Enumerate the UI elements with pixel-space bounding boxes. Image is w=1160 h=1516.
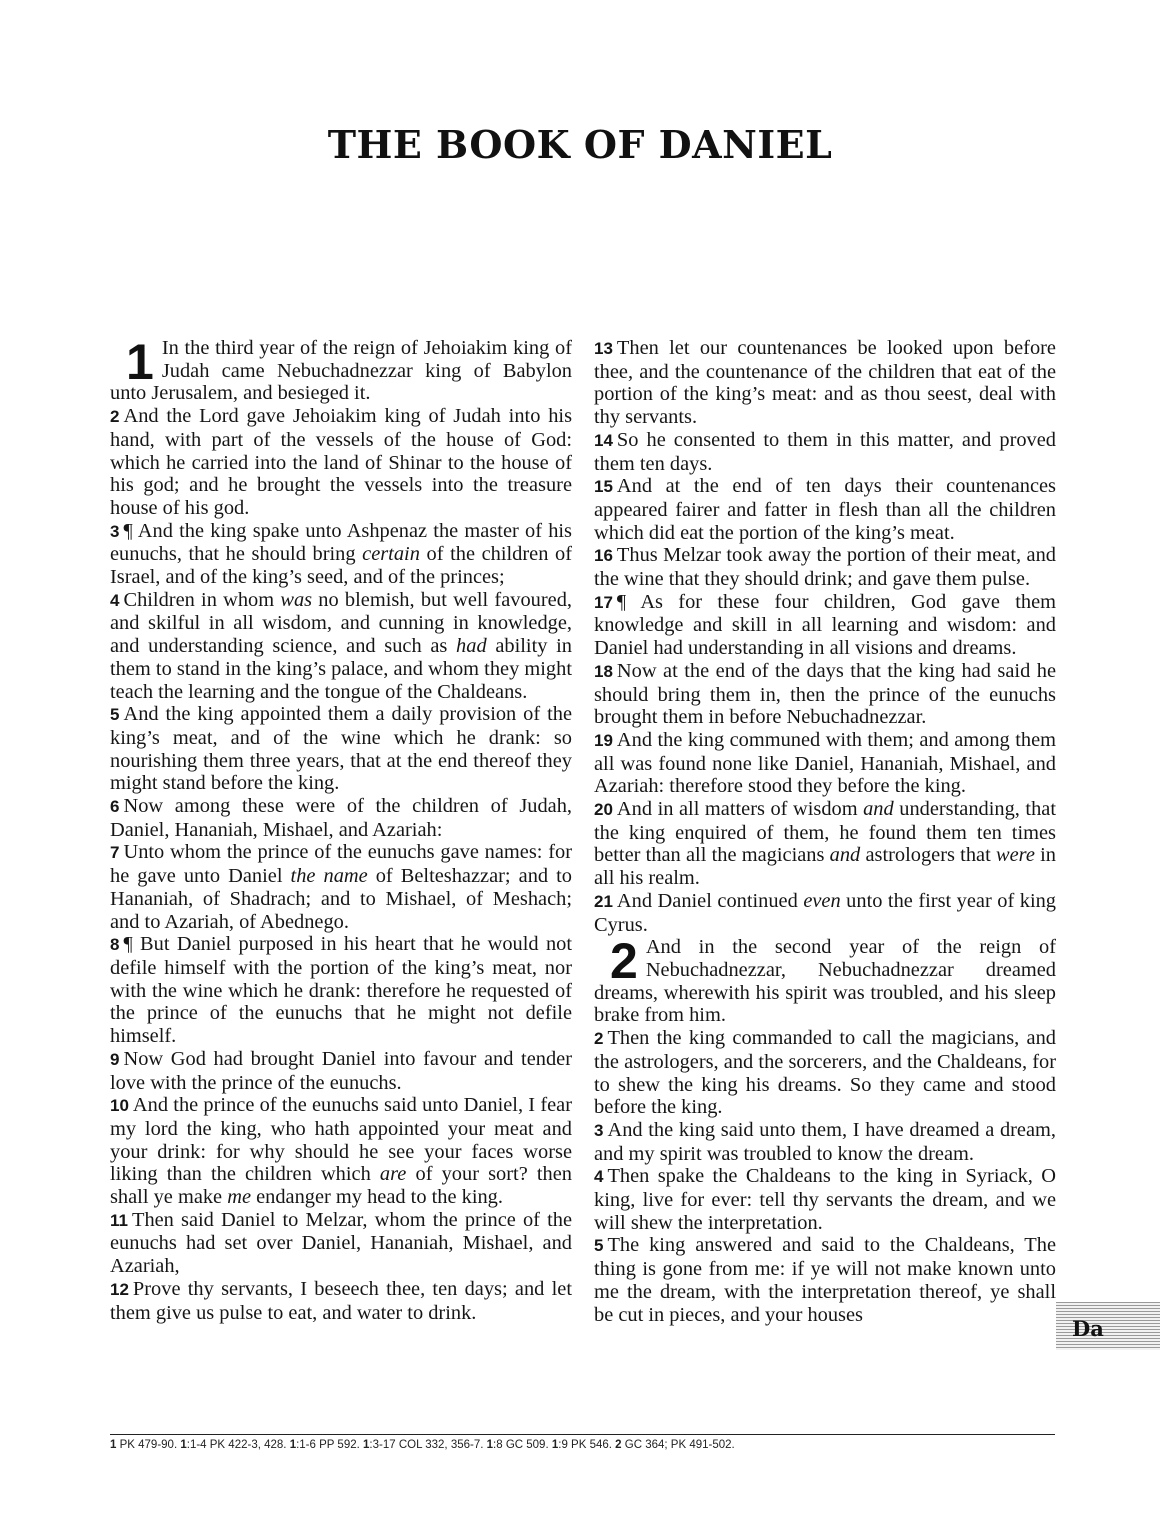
chapter-1-verse-16 (594, 544, 1056, 590)
footnotes: 1 PK 479-90. 1:1-4 PK 422-3, 428. 1:1-6 PP 592. 1:3-17 COL 332, 356-7. 1:8 GC 509. 1:9 PK 546. 2 GC 364; PK 491-502. (110, 1439, 735, 1451)
chapter-1-verse-20 (594, 798, 1056, 890)
verse-text: The king answered and said to the Chaldeans, The thing is gone from me: if ye will not make known unto me the dream, with the interpretation thereof, ye shall be cut in pieces, and your houses (594, 1234, 1056, 1326)
chapter-1-verse-7 (110, 841, 572, 933)
chapter-1-verse-17 (594, 591, 1056, 660)
verse-number: 7 (110, 843, 120, 863)
verse-number: 10 (110, 1096, 129, 1116)
text-column-left (110, 337, 572, 1429)
verse-text: And in the second year of the reign of Nebuchadnezzar, Nebuchadnezzar dreamed dreams, wherewith his spirit was troubled, and his sleep brake from him. (594, 936, 1056, 1027)
verse-text: And the king said unto them, I have dreamed a dream, and my spirit was troubled to know the dream. (594, 1118, 1056, 1165)
verse-number: 4 (594, 1167, 604, 1187)
chapter-1-verse-9 (110, 1048, 572, 1094)
chapter-1-verse-13 (594, 337, 1056, 429)
verse-text: ¶ But Daniel purposed in his heart that he would not defile himself with the portion of the king’s meat, nor with the wine which he drank: therefore he requested of the prince of the eunuchs that he might not defile himself. (110, 933, 572, 1048)
chapter-1-verse-3 (110, 520, 572, 589)
chapter-1-verse-8 (110, 933, 572, 1048)
chapter-2-verse-1 (594, 933, 1056, 1027)
verse-text: Now among these were of the children of Judah, Daniel, Hananiah, Mishael, and Azariah: (110, 795, 572, 841)
verse-number: 14 (594, 430, 613, 450)
verse-text: Then the king commanded to call the magicians, and the astrologers, and the sorcerers, and the Chaldeans, for to shew the king his dreams. So they came and stood before the king. (594, 1027, 1056, 1119)
thumb-index-label: Da (1072, 1316, 1104, 1341)
verse-text: And Daniel continued even unto the first year of king Cyrus. (594, 889, 1056, 936)
verse-text: And the prince of the eunuchs said unto Daniel, I fear my lord the king, who hath appointed your meat and your drink: for why should he see your faces worse liking than the children which are of your sort? then shall ye make me endanger my head to the king. (110, 1094, 572, 1209)
verse-number: 11 (110, 1210, 128, 1230)
chapter-2-verse-4 (594, 1165, 1056, 1234)
verse-number: 2 (594, 1029, 604, 1049)
verse-number: 4 (110, 590, 120, 610)
verse-number: 3 (110, 521, 120, 541)
verse-text: Children in whom was no blemish, but well favoured, and skilful in all wisdom, and cunning in knowledge, and understanding science, and such as had ability in them to stand in the king’s palace, and whom they might teach the learning and the tongue of the Chaldeans. (110, 588, 572, 703)
verse-number: 12 (110, 1279, 129, 1299)
verse-number: 16 (594, 546, 613, 566)
verse-text: Unto whom the prince of the eunuchs gave names: for he gave unto Daniel the name of Belteshazzar; and to Hananiah, of Shadrach; and to Mishael, of Meshach; and to Azariah, of Abednego. (110, 841, 572, 933)
chapter-1-verses-left (110, 405, 572, 1324)
chapter-number: 1 (126, 337, 154, 390)
verse-text: Now at the end of the days that the king had said he should bring them in, then the prince of the eunuchs brought them in before Nebuchadnezzar. (594, 659, 1056, 729)
verse-number: 15 (594, 477, 613, 497)
chapter-2-verse-5 (594, 1234, 1056, 1326)
chapter-2-verse-3 (594, 1119, 1056, 1165)
verse-text: Then said Daniel to Melzar, whom the prince of the eunuchs had set over Daniel, Hananiah, Mishael, and Azariah, (110, 1208, 572, 1278)
verse-text: And the king communed with them; and among them all was found none like Daniel, Hananiah, Mishael, and Azariah: therefore stood they before the king. (594, 728, 1056, 798)
chapter-1-verse-11 (110, 1209, 572, 1278)
verse-text: Prove thy servants, I beseech thee, ten days; and let them give us pulse to eat, and water to drink. (110, 1277, 572, 1324)
chapter-1-verse-21 (594, 890, 1056, 936)
chapter-1-verse-15 (594, 475, 1056, 544)
chapter-1-verse-12 (110, 1278, 572, 1324)
verse-text: ¶ And the king spake unto Ashpenaz the master of his eunuchs, that he should bring certain of the children of Israel, and of the king’s seed, and of the princes; (110, 519, 572, 589)
verse-number: 13 (594, 339, 613, 358)
verse-number: 18 (594, 661, 613, 681)
verse-number: 6 (110, 797, 120, 817)
verse-text: Now God had brought Daniel into favour and tender love with the prince of the eunuchs. (110, 1047, 572, 1094)
chapter-1-verses-right (594, 337, 1056, 936)
verse-number: 17 (594, 592, 613, 612)
chapter-2-verse-2 (594, 1027, 1056, 1119)
verse-text: And at the end of ten days their countenances appeared fairer and fatter in flesh than all the children which did eat the portion of the king’s meat. (594, 475, 1056, 544)
chapter-1-verse-4 (110, 589, 572, 704)
chapter-1-verse-19 (594, 729, 1056, 798)
verse-number: 5 (110, 705, 120, 725)
verse-number: 3 (594, 1120, 604, 1140)
chapter-2-verses (594, 1027, 1056, 1326)
verse-number: 20 (594, 800, 613, 820)
footnote-divider (110, 1434, 1055, 1435)
chapter-1-verse-6 (110, 795, 572, 841)
verse-number: 9 (110, 1049, 120, 1069)
text-column-right (594, 337, 1056, 1429)
chapter-1-verse-18 (594, 660, 1056, 729)
verse-text: And the Lord gave Jehoiakim king of Judah into his hand, with part of the vessels of the house of God: which he carried into the land of Shinar to the house of his god; and he brought the vessels into the treasure house of his god. (110, 405, 572, 519)
verse-text: And the king appointed them a daily provision of the king’s meat, and of the wine which he drank: so nourishing them three years, that at the end thereof they might stand before the king. (110, 703, 572, 795)
verse-text: So he consented to them in this matter, and proved them ten days. (594, 428, 1056, 475)
verse-number: 2 (110, 407, 120, 427)
verse-number: 5 (594, 1236, 604, 1256)
verse-number: 8 (110, 935, 120, 955)
chapter-1-verse-5 (110, 703, 572, 795)
verse-text: Then let our countenances be looked upon before thee, and the countenance of the children that eat of the portion of the king’s meat: and as thou seest, deal with thy servants. (594, 337, 1056, 429)
verse-number: 21 (594, 891, 613, 911)
chapter-number: 2 (610, 933, 638, 990)
verse-number: 19 (594, 730, 613, 750)
verse-text: Then spake the Chaldeans to the king in Syriack, O king, live for ever: tell thy servants the dream, and we will shew the interpretation. (594, 1165, 1056, 1234)
verse-text: In the third year of the reign of Jehoiakim king of Judah came Nebuchadnezzar king of Babylon unto Jerusalem, and besieged it. (110, 337, 572, 405)
chapter-1-verse-2 (110, 405, 572, 520)
verse-text: Thus Melzar took away the portion of their meat, and the wine that they should drink; and gave them pulse. (594, 544, 1056, 591)
chapter-1-verse-14 (594, 429, 1056, 475)
page-title: THE BOOK OF DANIEL (327, 122, 833, 167)
verse-text: And in all matters of wisdom and understanding, that the king enquired of them, he found them ten times better than all the magicians and astrologers that were in all his realm. (594, 798, 1056, 890)
chapter-1-verse-1 (110, 337, 572, 405)
verse-text: ¶ As for these four children, God gave them knowledge and skill in all learning and wisdom: and Daniel had understanding in all visions and dreams. (594, 590, 1056, 660)
chapter-1-verse-10 (110, 1094, 572, 1209)
